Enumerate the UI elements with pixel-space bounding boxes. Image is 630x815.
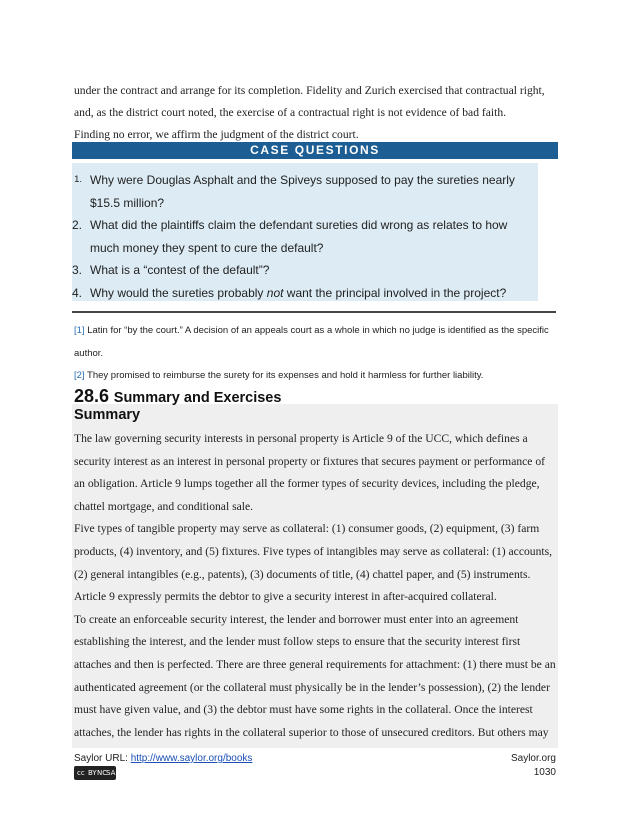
summary-heading: Summary [74,407,141,423]
footnote-text: They promised to reimburse the surety for its expenses and hold it harmless for further liability. [84,370,484,381]
summary-paragraph-3: To create an enforceable security interest, the lender and borrower must enter into an agreement establishing the interest, and the lender must follow steps to ensure that the security interest first attaches and then is perfected. There are three general requirements for attachment: (1) there must be an authenticated agreement (or the collateral must physically be in the lender’s possession), (2) the lender must have given value, and (3) the debtor must have some rights in the collateral. Once the interest attaches, the lender has rights in the collateral superior to those of unsecured creditors. But others may [74,612,556,739]
summary-text [74,428,558,744]
intro-line-2: and, as the district court noted, the exercise of a contractual right is not evidence of bad faith. [74,106,507,119]
summary-paragraph-2: Five types of tangible property may serve as collateral: (1) consumer goods, (2) equipment, (3) farm products, (4) inventory, and (5) fixtures. Five types of intangibles may serve as collateral: (1) accounts, (2) general intangibles (e.g., patents), (3) documents of title, (4) chattel paper, and (5) instruments. Article 9 expressly permits the debtor to give a security interest in after-acquired collateral. [74,522,552,604]
question-text: Why would the sureties probably not want the principal involved in the project? [90,286,507,300]
cc-license-icon: cc BY NC SA [74,766,116,780]
intro-line-1: under the contract and arrange for its completion. Fidelity and Zurich exercised that contractual right, [74,84,545,97]
intro-line-3: Finding no error, we affirm the judgment of the district court. [74,128,359,141]
footer-page-info [511,752,556,780]
case-questions-box [72,163,538,301]
footnote-text: Latin for “by the court.” A decision of an appeals court as a whole in which no judge is identified as the specific author. [74,325,549,359]
footnote-link-1[interactable]: [1] [74,325,85,336]
question-number: 2. [72,218,83,232]
page-number: 1030 [533,767,556,778]
question-number: 4. [72,286,83,300]
case-questions-header: CASE QUESTIONS [72,142,558,159]
question-number: 3. [72,263,83,277]
footer-url-link[interactable]: http://www.saylor.org/books [130,753,253,764]
question-text: What is a “contest of the default”? [90,263,270,277]
summary-paragraph-1: The law governing security interests in personal property is Article 9 of the UCC, which defines a security interest as an interest in personal property or fixtures that secures payment or performance of an obligation. Article 9 lumps together all the former types of security devices, including the pledge, chattel mortgage, and conditional sale. [74,432,545,513]
question-emphasis: not [266,286,284,300]
footnote-link-2[interactable]: [2] [74,370,85,381]
question-text: Why were Douglas Asphalt and the Spiveys supposed to pay the sureties nearly $15.5 million? [90,173,515,210]
question-number: 1. [74,174,82,185]
footnote-1 [74,320,558,365]
question-text: What did the plaintiffs claim the defendant sureties did wrong as relates to how much money they spent to cure the default? [90,218,508,255]
section-number: 28.6 [74,386,110,406]
section-name: Summary and Exercises [113,390,282,406]
footer-source [74,752,252,766]
footer-site: Saylor.org [510,753,556,764]
footer-url-label: Saylor URL: [74,753,131,764]
section-divider [72,311,556,313]
